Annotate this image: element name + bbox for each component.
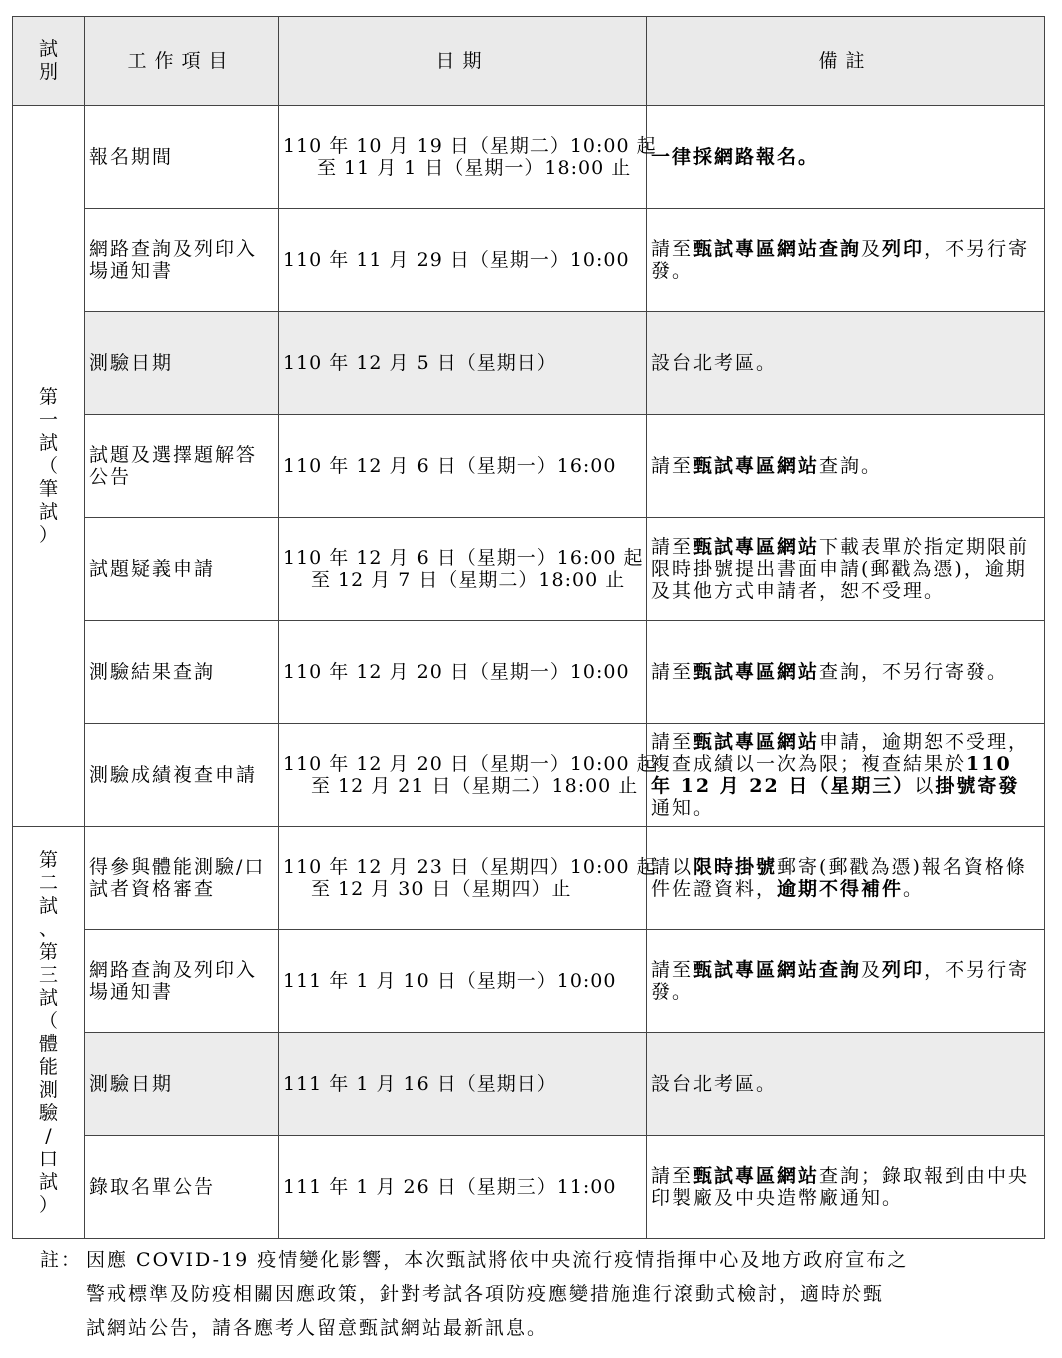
date-line-1: 110 年 12 月 23 日（星期四）10:00 起: [283, 856, 657, 878]
header-date: 日期: [279, 17, 647, 106]
note-text: 查詢，不另行寄發。: [819, 661, 1009, 683]
date-cell: [279, 1033, 647, 1136]
date-line-1: 110 年 12 月 6 日（星期一）16:00: [283, 455, 617, 477]
note-cell: [647, 621, 1045, 724]
table-row: [13, 1136, 1045, 1239]
note-cell: [647, 827, 1045, 930]
note-text: 請至: [651, 455, 694, 477]
note-bold-text: 限時掛號: [693, 856, 778, 878]
note-text: 郵寄(郵戳為憑)報名資格條件佐證資料，: [651, 856, 1027, 900]
date-line-2: 至 12 月 7 日（星期二）18:00 止: [311, 569, 626, 591]
item-cell: 測驗成績複查申請: [85, 724, 279, 827]
table-row: [13, 827, 1045, 930]
note-bold-text: 甄試專區網站: [693, 455, 820, 477]
note-text: 及: [861, 959, 883, 981]
note-text: 以: [914, 775, 936, 797]
note-cell: [647, 518, 1045, 621]
date-line-1: 110 年 12 月 5 日（星期日）: [283, 352, 557, 374]
note-cell: [647, 209, 1045, 312]
note-bold-text: 甄試專區網站: [693, 661, 820, 683]
date-line-2: 至 11 月 1 日（星期一）18:00 止: [317, 157, 632, 179]
date-cell: [279, 621, 647, 724]
note-cell: [647, 106, 1045, 209]
note-text: ，不另行寄發。: [651, 238, 1030, 282]
note-bold-text: 列印: [882, 238, 925, 260]
footnote-line-2: 警戒標準及防疫相關因應政策，針對考試各項防疫應變措施進行滾動式檢討，適時於甄: [86, 1283, 885, 1305]
date-cell: [279, 312, 647, 415]
table-row: [13, 930, 1045, 1033]
item-cell: 測驗日期: [85, 1033, 279, 1136]
note-bold-text: 甄試專區網站查詢: [693, 238, 862, 260]
table-row: [13, 724, 1045, 827]
note-text: 查詢。: [819, 455, 883, 477]
note-cell: [647, 312, 1045, 415]
note-cell: [647, 724, 1045, 827]
note-text: 請至: [651, 238, 694, 260]
item-cell: 報名期間: [85, 106, 279, 209]
note-text: 請至: [651, 731, 694, 753]
note-text: 請至: [651, 661, 694, 683]
table-row: [13, 518, 1045, 621]
note-bold-text: 甄試專區網站: [693, 731, 820, 753]
footnote: [40, 1243, 1040, 1345]
table-row: [13, 106, 1045, 209]
note-text: 設台北考區。: [651, 352, 778, 374]
table-row: [13, 209, 1045, 312]
note-bold-text: 甄試專區網站: [693, 1165, 820, 1187]
date-line-1: 111 年 1 月 10 日（星期一）10:00: [283, 970, 617, 992]
date-line-1: 110 年 12 月 20 日（星期一）10:00: [283, 661, 630, 683]
note-text: 請以: [651, 856, 694, 878]
note-bold-text: 甄試專區網站: [693, 536, 820, 558]
item-cell: 網路查詢及列印入場通知書: [85, 930, 279, 1033]
date-cell: [279, 518, 647, 621]
date-line-2: 至 12 月 30 日（星期四）止: [311, 878, 572, 900]
note-bold-text: 110 年 12 月 22 日（星期三）: [651, 753, 1012, 797]
stage-1-cell: [13, 106, 85, 827]
table-row: [13, 415, 1045, 518]
schedule-table: [12, 16, 1045, 1239]
note-text: 。: [903, 878, 925, 900]
item-cell: 試題及選擇題解答公告: [85, 415, 279, 518]
date-line-1: 110 年 12 月 6 日（星期一）16:00 起: [283, 547, 644, 569]
date-line-1: 111 年 1 月 26 日（星期三）11:00: [283, 1176, 617, 1198]
date-cell: [279, 415, 647, 518]
note-text: ，不另行寄發。: [651, 959, 1030, 1003]
date-cell: [279, 1136, 647, 1239]
footnote-line-3: 試網站公告，請各應考人留意甄試網站最新訊息。: [86, 1317, 549, 1339]
note-text: 及: [861, 238, 883, 260]
header-stage-text: 試 別: [38, 38, 58, 83]
note-cell: [647, 930, 1045, 1033]
date-cell: [279, 209, 647, 312]
header-note: 備註: [647, 17, 1045, 106]
stage-2-3-cell: [13, 827, 85, 1239]
date-cell: [279, 724, 657, 827]
table-row: [13, 1033, 1045, 1136]
note-bold-text: 一律採網路報名。: [651, 146, 820, 168]
note-text: 請至: [651, 1165, 694, 1187]
date-line-1: 110 年 10 月 19 日（星期二）10:00 起: [283, 135, 657, 157]
item-cell: 錄取名單公告: [85, 1136, 279, 1239]
footnote-line-1: 因應 COVID-19 疫情變化影響，本次甄試將依中央流行疫情指揮中心及地方政府宣布之: [86, 1249, 909, 1271]
note-bold-text: 逾期不得補件: [777, 878, 904, 900]
item-cell: 得參與體能測驗/口試者資格審查: [85, 827, 279, 930]
stage-label: 第 一 試 （ 筆 試 ）: [38, 385, 58, 546]
item-cell: 測驗日期: [85, 312, 279, 415]
date-cell: [279, 930, 647, 1033]
footnote-label: 註：: [40, 1249, 83, 1271]
table-row: [13, 621, 1045, 724]
note-text: 請至: [651, 536, 694, 558]
note-bold-text: 掛號寄發: [935, 775, 1020, 797]
note-bold-text: 列印: [882, 959, 925, 981]
note-cell: [647, 1136, 1045, 1239]
header-stage: [13, 17, 85, 106]
item-cell: 試題疑義申請: [85, 518, 279, 621]
note-cell: [647, 415, 1045, 518]
note-text: 下載表單於指定期限前限時掛號提出書面申請(郵戳為憑)，逾期及其他方式申請者，恕不受理。: [651, 536, 1030, 602]
header-item: 工作項目: [85, 17, 279, 106]
item-cell: 網路查詢及列印入場通知書: [85, 209, 279, 312]
note-text: 設台北考區。: [651, 1073, 778, 1095]
date-line-1: 111 年 1 月 16 日（星期日）: [283, 1073, 557, 1095]
stage-label: 第 二 試 、 第 三 試 （ 體 能 測 驗 / 口 試 ）: [38, 848, 58, 1216]
table-row: [13, 312, 1045, 415]
date-line-1: 110 年 11 月 29 日（星期一）10:00: [283, 249, 630, 271]
date-line-1: 110 年 12 月 20 日（星期一）10:00 起: [283, 753, 657, 775]
note-cell: [647, 1033, 1045, 1136]
date-cell: [279, 827, 657, 930]
date-line-2: 至 12 月 21 日（星期二）18:00 止: [311, 775, 639, 797]
note-text: 通知。: [651, 797, 715, 819]
note-text: 請至: [651, 959, 694, 981]
date-cell: [279, 106, 657, 209]
item-cell: 測驗結果查詢: [85, 621, 279, 724]
note-text: 查詢；錄取報到由中央印製廠及中央造幣廠通知。: [651, 1165, 1030, 1209]
note-bold-text: 甄試專區網站查詢: [693, 959, 862, 981]
note-text: 申請，逾期恕不受理，複查成績以一次為限；複查結果於: [651, 731, 1030, 775]
